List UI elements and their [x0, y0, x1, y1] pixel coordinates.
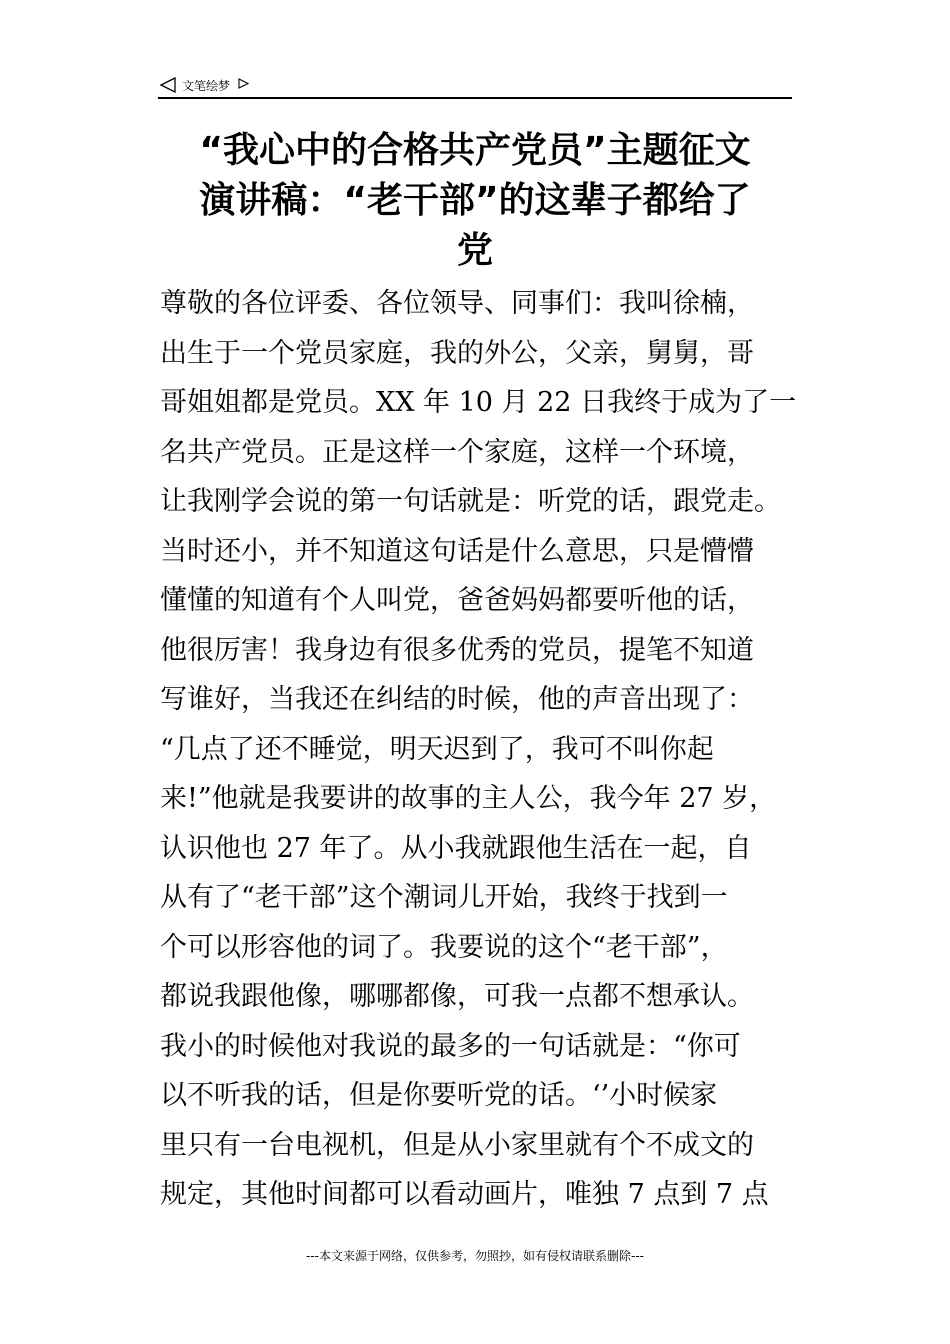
body-line: 当时还小，并不知道这句话是什么意思，只是懵懵: [160, 535, 754, 567]
title-line-2: 演讲稿：“老干部”的这辈子都给了: [199, 180, 751, 221]
header-divider: [158, 97, 792, 99]
body-line: 尊敬的各位评委、各位领导、同事们：我叫徐楠，: [160, 288, 754, 319]
header-label: 文笔绘梦: [182, 78, 231, 93]
body-line: 名共产党员。正是这样一个家庭，这样一个环境，: [160, 436, 754, 468]
source-disclaimer: ---本文来源于网络，仅供参考，勿照抄，如有侵权请联系删除---: [306, 1249, 644, 1263]
body-line: 让我刚学会说的第一句话就是：听党的话，跟党走。: [160, 486, 781, 517]
title-line-1: “我心中的合格共产党员”主题征文: [199, 130, 751, 171]
body-line: “几点了还不睡觉，明天迟到了，我可不叫你起: [160, 733, 714, 765]
body-line: 以不听我的话，但是你要听党的话。‘’小时候家: [160, 1080, 718, 1111]
body-line: 写谁好，当我还在纠结的时候，他的声音出现了：: [160, 684, 754, 715]
triangle-right-icon: [238, 78, 249, 89]
document-header: [160, 74, 249, 96]
document-title: [150, 126, 800, 276]
title-line-3: 党: [456, 230, 493, 271]
body-line: 都说我跟他像，哪哪都像，可我一点都不想承认。: [160, 981, 754, 1012]
body-line: 认识他也 27 年了。从小我就跟他生活在一起，自: [160, 832, 752, 864]
body-line: 规定，其他时间都可以看动画片，唯独 7 点到 7 点: [160, 1179, 769, 1210]
body-line: 我小的时候他对我说的最多的一句话就是：“你可: [160, 1030, 741, 1062]
triangle-left-icon: [160, 77, 176, 93]
body-line: 个可以形容他的词了。我要说的这个“老干部”，: [160, 931, 728, 963]
body-line: 哥姐姐都是党员。XX 年 10 月 22 日我终于成为了一: [160, 387, 797, 418]
body-line: 懂懂的知道有个人叫党，爸爸妈妈都要听他的话，: [160, 585, 754, 616]
body-line: 出生于一个党员家庭，我的外公，父亲，舅舅，哥: [160, 337, 754, 369]
document-body: [160, 279, 820, 1220]
body-line: 里只有一台电视机，但是从小家里就有个不成文的: [160, 1129, 754, 1161]
body-line: 他很厉害！我身边有很多优秀的党员，提笔不知道: [160, 634, 754, 666]
body-line: 从有了“老干部”这个潮词儿开始，我终于找到一: [160, 882, 728, 913]
body-line: 来!”他就是我要讲的故事的主人公，我今年 27 岁，: [160, 783, 777, 814]
